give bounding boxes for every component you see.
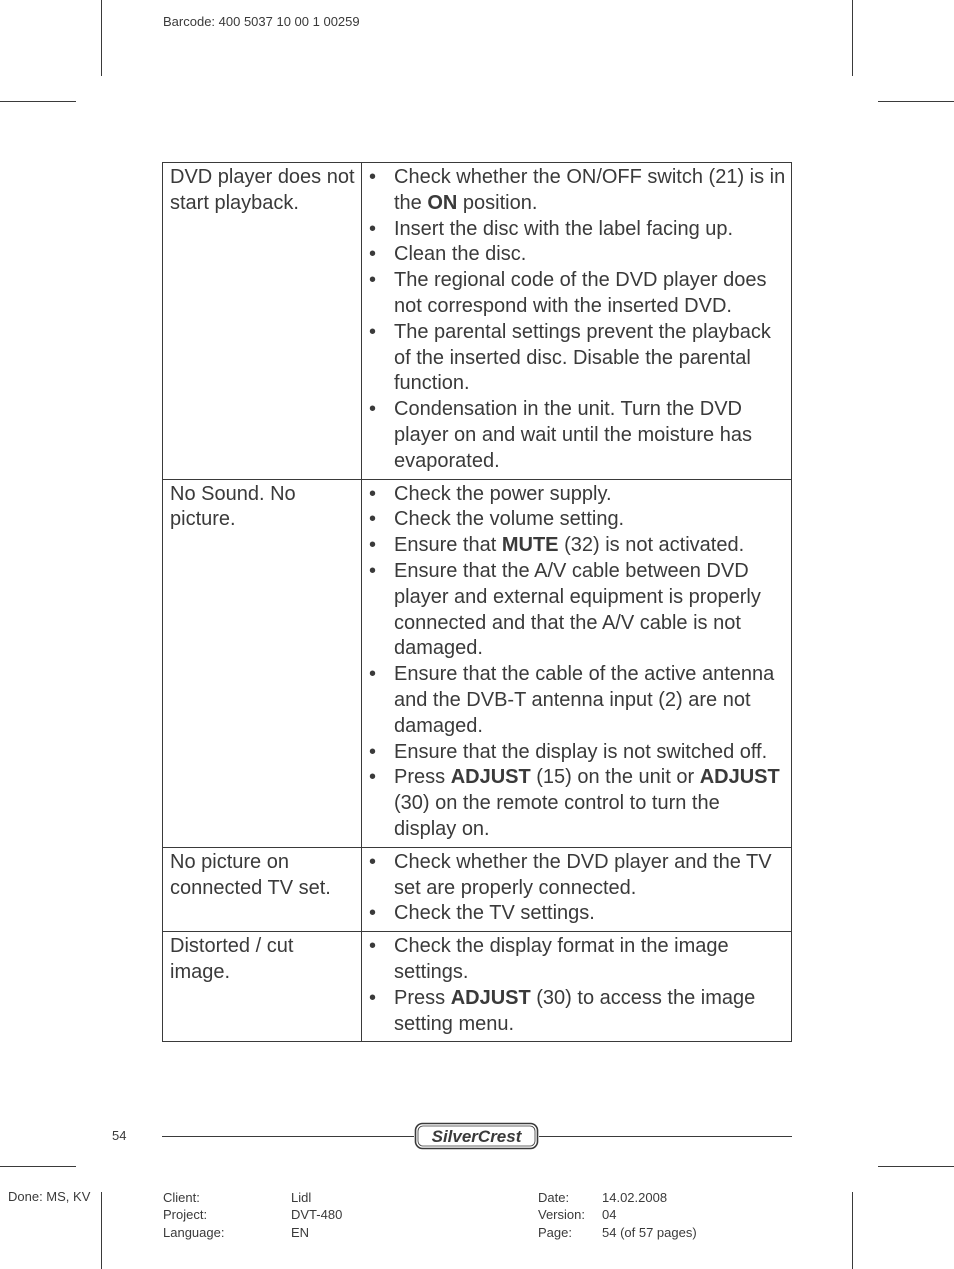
remedy-list	[367, 934, 787, 1037]
troubleshooting-table	[162, 162, 792, 1042]
crop-mark	[878, 1166, 954, 1167]
remedy-text: position.	[457, 191, 538, 214]
project-value: DVT-480	[291, 1207, 343, 1222]
remedy-text: Press	[394, 766, 451, 789]
remedy-item	[367, 242, 787, 268]
bold-term: ADJUST	[450, 766, 531, 789]
project-label: Project:	[163, 1207, 208, 1222]
problem-cell: Distorted / cut image.	[163, 932, 362, 1042]
bullet-marker: •	[369, 508, 377, 531]
remedy-item	[367, 217, 787, 243]
remedy-item	[367, 901, 787, 927]
remedy-text: Check the display format in the image settings.	[394, 935, 729, 983]
remedy-item	[367, 850, 787, 902]
remedy-text: Clean the disc.	[394, 243, 527, 266]
bold-term: ON	[427, 191, 458, 214]
remedy-text: (30) to access the image setting menu.	[394, 986, 756, 1035]
crop-mark	[101, 0, 102, 76]
bullet-marker: •	[369, 166, 377, 188]
remedy-text: Check the TV settings.	[394, 902, 595, 925]
bullet-marker: •	[369, 217, 377, 240]
remedy-cell	[362, 479, 792, 847]
remedy-item	[367, 662, 787, 739]
bullet-marker: •	[369, 986, 377, 1009]
remedy-cell	[362, 163, 792, 480]
page-value: 54 (of 57 pages)	[602, 1225, 697, 1240]
remedy-list	[367, 165, 787, 475]
client-label: Client:	[163, 1190, 200, 1205]
remedy-item	[367, 507, 787, 533]
remedy-text: Insert the disc with the label facing up.	[394, 217, 734, 240]
remedy-item	[367, 986, 787, 1038]
language-label: Language:	[163, 1225, 225, 1240]
remedy-item	[367, 934, 787, 986]
remedy-text: Condensation in the unit. Turn the DVD player on and wait until the moisture has evaporated.	[394, 398, 752, 472]
remedy-item	[367, 268, 787, 320]
bold-term: ADJUST	[450, 986, 531, 1009]
crop-mark	[852, 0, 853, 76]
remedy-text: Ensure that the display is not switched off.	[394, 740, 768, 763]
version-label: Version:	[538, 1207, 585, 1222]
bullet-marker: •	[369, 320, 377, 343]
remedy-text: Check whether the DVD player and the TV set are properly connected.	[394, 850, 772, 899]
remedy-text: (32) is not activated.	[558, 534, 745, 557]
table-row	[163, 479, 792, 847]
bullet-marker: •	[369, 935, 377, 958]
bold-term: MUTE	[501, 534, 559, 557]
remedy-text: Check the volume setting.	[394, 508, 625, 531]
logo-text: SilverCrest	[431, 1127, 522, 1146]
crop-mark	[0, 1166, 76, 1167]
remedy-text: Ensure that	[394, 534, 502, 557]
table-row	[163, 847, 792, 931]
problem-cell: No picture on connected TV set.	[163, 847, 362, 931]
date-value: 14.02.2008	[602, 1190, 668, 1205]
remedy-item	[367, 559, 787, 662]
remedy-cell	[362, 932, 792, 1042]
table-row	[163, 163, 792, 480]
remedy-item	[367, 740, 787, 766]
client-value: Lidl	[291, 1190, 312, 1205]
barcode-text: Barcode: 400 5037 10 00 1 00259	[163, 14, 360, 29]
page-number: 54	[112, 1128, 127, 1143]
remedy-text: Ensure that the cable of the active antenna and the DVB-T antenna input (2) are not damaged.	[394, 663, 775, 737]
remedy-item	[367, 482, 787, 508]
remedy-item	[367, 765, 787, 842]
bullet-marker: •	[369, 902, 377, 925]
remedy-text: (30) on the remote control to turn the display on.	[394, 792, 720, 840]
crop-mark	[101, 1192, 102, 1269]
date-label: Date:	[538, 1190, 570, 1205]
silvercrest-logo	[414, 1122, 539, 1150]
bullet-marker: •	[369, 740, 377, 763]
crop-mark	[0, 101, 76, 102]
bullet-marker: •	[369, 482, 377, 505]
remedy-list	[367, 850, 787, 927]
remedy-text: The parental settings prevent the playback of the inserted disc. Disable the parental function.	[394, 320, 771, 395]
footer-rule-right	[539, 1136, 792, 1137]
remedy-text: Ensure that the A/V cable between DVD player and external equipment is properly connected and that the A/V cable is not damaged.	[394, 559, 761, 660]
remedy-cell	[362, 847, 792, 931]
crop-mark	[852, 1192, 853, 1269]
remedy-list	[367, 482, 787, 843]
done-by: Done: MS, KV	[8, 1189, 91, 1204]
version-value: 04	[602, 1207, 617, 1222]
remedy-item	[367, 165, 787, 217]
remedy-text: Press	[394, 986, 451, 1009]
language-value: EN	[291, 1225, 310, 1240]
bullet-marker: •	[369, 269, 377, 292]
remedy-item	[367, 397, 787, 474]
bullet-marker: •	[369, 398, 377, 421]
problem-cell: No Sound. No picture.	[163, 479, 362, 847]
bullet-marker: •	[369, 559, 377, 582]
bullet-marker: •	[369, 663, 377, 686]
remedy-text: The regional code of the DVD player does not correspond with the inserted DVD.	[394, 269, 767, 317]
bullet-marker: •	[369, 766, 377, 789]
crop-mark	[878, 101, 954, 102]
bullet-marker: •	[369, 534, 377, 557]
remedy-text: Check the power supply.	[394, 482, 612, 505]
table-row	[163, 932, 792, 1042]
bullet-marker: •	[369, 243, 377, 266]
bold-term: ADJUST	[699, 766, 780, 789]
page-label: Page:	[538, 1225, 572, 1240]
remedy-item	[367, 533, 787, 559]
footer-rule-left	[162, 1136, 414, 1137]
bullet-marker: •	[369, 850, 377, 873]
problem-cell: DVD player does not start playback.	[163, 163, 362, 480]
remedy-item	[367, 320, 787, 397]
remedy-text: Check whether the ON/OFF switch (21) is in the	[394, 166, 786, 214]
remedy-text: (15) on the unit or	[530, 766, 700, 789]
